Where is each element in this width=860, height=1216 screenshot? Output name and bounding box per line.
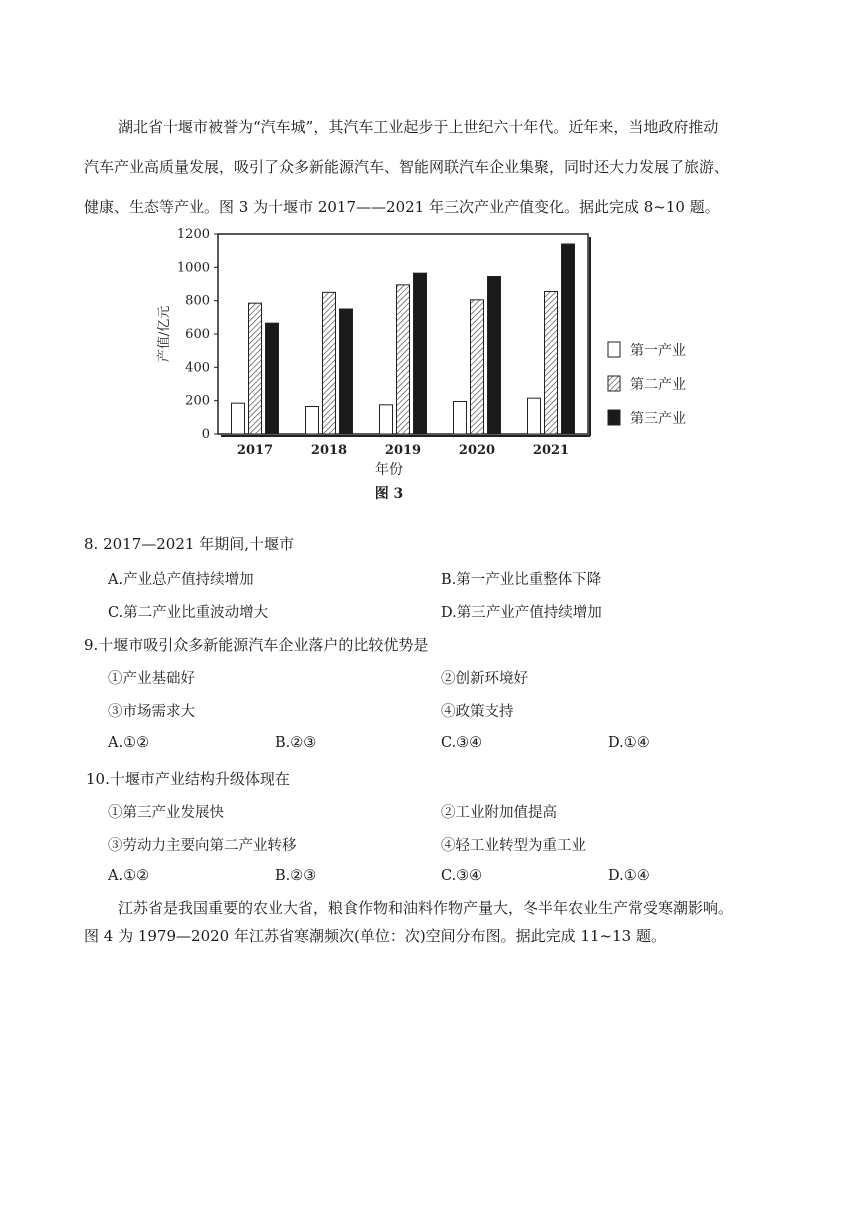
y-tick-label: 1000 [176,260,210,276]
x-tick-label: 2020 [458,443,496,458]
x-axis-label: 年份 [375,462,403,478]
q9-statement-3: ③市场需求大 [108,704,195,720]
bar [306,407,319,435]
y-tick-label: 800 [185,293,210,309]
intro-line-1: 湖北省十堰市被誉为“汽车城”，其汽车工业起步于上世纪六十年代。近年来，当地政府推动 [118,118,719,136]
q9-option-b[interactable]: B.②③ [275,735,317,751]
x-tick-label: 2018 [310,443,348,458]
y-tick-label: 600 [185,327,210,342]
y-tick-label: 200 [185,393,210,409]
bar [323,292,336,434]
legend-label: 第一产业 [630,343,686,359]
q10-statement-1: ①第三产业发展快 [108,805,224,821]
outro-line-1: 江苏省是我国重要的农业大省，粮食作物和油料作物产量大，冬半年农业生产常受寒潮影响。 [118,899,734,917]
y-tick-label: 0 [201,427,210,442]
q8-stem: 8. 2017—2021 年期间,十堰市 [84,535,294,553]
q8-option-a[interactable]: A.产业总产值持续增加 [108,572,254,588]
legend-swatch [608,376,620,391]
intro-line-3: 健康、生态等产业。图 3 为十堰市 2017——2021 年三次产业产值变化。据此完成 8~10 题。 [84,198,720,216]
q9-statement-4: ④政策支持 [441,704,514,720]
bar [545,292,558,435]
bar [380,405,393,434]
q9-option-d[interactable]: D.①④ [608,735,650,751]
figure-caption: 图 3 [374,486,404,502]
q10-option-d[interactable]: D.①④ [608,868,650,884]
outro-line-2: 图 4 为 1979—2020 年江苏省寒潮频次(单位：次)空间分布图。据此完成 11~13 题。 [84,927,666,945]
q10-statement-4: ④轻工业转型为重工业 [441,838,586,854]
bar [340,309,353,434]
industry-output-bar-chart [150,222,740,512]
bar [266,323,279,434]
bar [397,285,410,434]
bar [249,303,262,434]
legend-label: 第二产业 [630,377,686,393]
y-axis-label: 产值/亿元 [157,305,172,363]
q9-option-a[interactable]: A.①② [108,735,150,751]
bar [232,403,245,434]
q10-option-a[interactable]: A.①② [108,868,150,884]
y-tick-label: 400 [185,360,210,376]
q8-option-c[interactable]: C.第二产业比重波动增大 [108,605,269,621]
legend-swatch [608,410,620,425]
q10-statement-3: ③劳动力主要向第二产业转移 [108,838,297,854]
q9-statement-1: ①产业基础好 [108,671,195,687]
legend-label: 第三产业 [630,411,686,427]
q10-option-b[interactable]: B.②③ [275,868,317,884]
q10-stem: 10.十堰市产业结构升级体现在 [86,770,290,788]
bar [528,398,541,434]
q8-option-d[interactable]: D.第三产业产值持续增加 [441,605,602,621]
q10-option-c[interactable]: C.③④ [441,868,483,884]
intro-line-2: 汽车产业高质量发展，吸引了众多新能源汽车、智能网联汽车企业集聚，同时还大力发展了旅游、 [84,158,730,176]
bar [414,273,427,434]
q9-stem: 9.十堰市吸引众多新能源汽车企业落户的比较优势是 [84,636,429,654]
x-tick-label: 2019 [384,443,422,458]
q9-statement-2: ②创新环境好 [441,671,528,687]
bar [454,402,467,435]
bar [471,300,484,434]
x-tick-label: 2017 [236,443,274,458]
bar [562,244,575,434]
q10-statement-2: ②工业附加值提高 [441,805,557,821]
q8-option-b[interactable]: B.第一产业比重整体下降 [441,572,602,588]
x-tick-label: 2021 [532,443,570,458]
legend-swatch [608,342,620,357]
bar [488,277,501,435]
y-tick-label: 1200 [176,227,210,242]
q9-option-c[interactable]: C.③④ [441,735,483,751]
